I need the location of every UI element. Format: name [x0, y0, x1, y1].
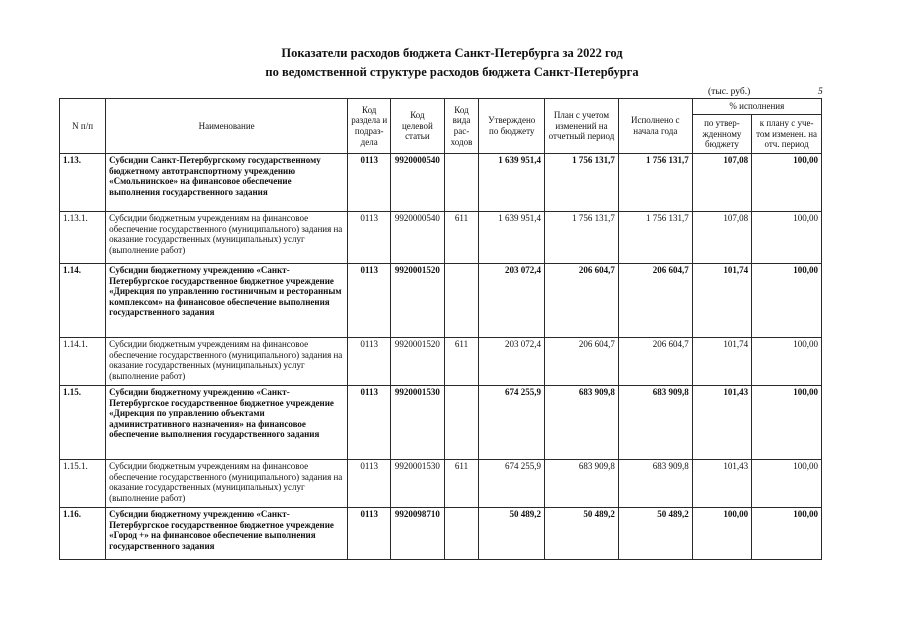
row-article-code: 9920001530: [391, 460, 444, 508]
header-approved: Утверждено по бюджету: [479, 99, 545, 154]
row-name: Субсидии бюджетному учреждению «Санкт-Петербургское государственное бюджетное учреждение «Город +» на финансовое обеспечение выполнения государственного задания: [106, 508, 348, 560]
row-plan: 1 756 131,7: [545, 212, 619, 264]
row-name: Субсидии бюджетным учреждениям на финансовое обеспечение государственного (муниципального) задания на оказание государственных (муниципальных) услуг (выполнение работ): [106, 338, 348, 386]
row-number: 1.15.: [60, 386, 106, 460]
row-type-code: [444, 508, 479, 560]
unit-label: (тыс. руб.): [708, 87, 751, 97]
row-number: 1.15.1.: [60, 460, 106, 508]
header-article: Код целевой статьи: [391, 99, 444, 154]
row-plan: 683 909,8: [545, 386, 619, 460]
row-type-code: [444, 386, 479, 460]
row-executed: 206 604,7: [618, 264, 692, 338]
row-article-code: 9920001520: [391, 264, 444, 338]
header-section: Код раздела и подраз-дела: [348, 99, 391, 154]
row-name: Субсидии бюджетным учреждениям на финансовое обеспечение государственного (муниципального) задания на оказание государственных (муниципальных) услуг (выполнение работ): [106, 460, 348, 508]
table-row: [60, 338, 822, 386]
row-plan: 206 604,7: [545, 338, 619, 386]
row-pct-plan: 100,00: [752, 212, 822, 264]
row-approved: 203 072,4: [479, 338, 545, 386]
row-article-code: 9920000540: [391, 212, 444, 264]
row-section-code: 0113: [348, 264, 391, 338]
row-pct-plan: 100,00: [752, 264, 822, 338]
row-executed: 50 489,2: [618, 508, 692, 560]
page-number: 5: [818, 87, 823, 97]
row-approved: 50 489,2: [479, 508, 545, 560]
row-executed: 683 909,8: [618, 386, 692, 460]
row-number: 1.13.1.: [60, 212, 106, 264]
row-section-code: 0113: [348, 338, 391, 386]
row-pct-approved: 101,43: [692, 386, 751, 460]
row-pct-plan: 100,00: [752, 338, 822, 386]
row-article-code: 9920001520: [391, 338, 444, 386]
header-name: Наименование: [106, 99, 348, 154]
row-name: Субсидии бюджетному учреждению «Санкт-Петербургское государственное бюджетное учреждение «Дирекция по управлению объектами административного назначения» на финансовое обеспечение выполнения государственного задания: [106, 386, 348, 460]
row-section-code: 0113: [348, 386, 391, 460]
row-type-code: 611: [444, 338, 479, 386]
row-pct-plan: 100,00: [752, 508, 822, 560]
header-executed: Исполнено с начала года: [618, 99, 692, 154]
row-pct-plan: 100,00: [752, 460, 822, 508]
row-pct-approved: 107,08: [692, 154, 751, 212]
row-article-code: 9920001530: [391, 386, 444, 460]
budget-table: [59, 98, 822, 560]
row-executed: 206 604,7: [618, 338, 692, 386]
row-executed: 1 756 131,7: [618, 212, 692, 264]
row-number: 1.14.1.: [60, 338, 106, 386]
table-row: [60, 386, 822, 460]
header-plan: План с учетом изменений на отчетный период: [545, 99, 619, 154]
row-number: 1.13.: [60, 154, 106, 212]
row-executed: 1 756 131,7: [618, 154, 692, 212]
document-title: Показатели расходов бюджета Санкт-Петербурга за 2022 год: [281, 46, 623, 60]
row-article-code: 9920098710: [391, 508, 444, 560]
row-executed: 683 909,8: [618, 460, 692, 508]
row-pct-approved: 101,74: [692, 338, 751, 386]
row-approved: 674 255,9: [479, 460, 545, 508]
header-pct-plan: к плану с уче-том изменен. на отч. период: [752, 115, 822, 154]
row-approved: 674 255,9: [479, 386, 545, 460]
row-section-code: 0113: [348, 508, 391, 560]
row-section-code: 0113: [348, 212, 391, 264]
row-pct-plan: 100,00: [752, 154, 822, 212]
row-pct-approved: 100,00: [692, 508, 751, 560]
row-number: 1.14.: [60, 264, 106, 338]
row-section-code: 0113: [348, 460, 391, 508]
row-type-code: [444, 154, 479, 212]
row-type-code: 611: [444, 460, 479, 508]
document-subtitle: по ведомственной структуре расходов бюджета Санкт-Петербурга: [265, 65, 639, 79]
row-pct-approved: 101,74: [692, 264, 751, 338]
row-plan: 206 604,7: [545, 264, 619, 338]
row-name: Субсидии бюджетным учреждениям на финансовое обеспечение государственного (муниципального) задания на оказание государственных (муниципальных) услуг (выполнение работ): [106, 212, 348, 264]
row-type-code: [444, 264, 479, 338]
row-pct-approved: 107,08: [692, 212, 751, 264]
row-pct-plan: 100,00: [752, 386, 822, 460]
row-plan: 1 756 131,7: [545, 154, 619, 212]
header-percent-group: % исполнения: [692, 99, 821, 115]
row-name: Субсидии бюджетному учреждению «Санкт-Петербургское государственное бюджетное учреждение «Дирекция по управлению гостиничным и ресторанным комплексом» на финансовое обеспечение выполнения государственного задания: [106, 264, 348, 338]
row-approved: 1 639 951,4: [479, 154, 545, 212]
row-article-code: 9920000540: [391, 154, 444, 212]
row-approved: 1 639 951,4: [479, 212, 545, 264]
table-row: [60, 212, 822, 264]
table-body: [60, 154, 822, 560]
header-num: N п/п: [60, 99, 106, 154]
table-row: [60, 264, 822, 338]
row-approved: 203 072,4: [479, 264, 545, 338]
row-type-code: 611: [444, 212, 479, 264]
row-name: Субсидии Санкт-Петербургскому государственному бюджетному автотранспортному учреждению «Смольнинское» на финансовое обеспечение выполнения государственного задания: [106, 154, 348, 212]
row-number: 1.16.: [60, 508, 106, 560]
table-row: [60, 154, 822, 212]
table-row: [60, 460, 822, 508]
row-pct-approved: 101,43: [692, 460, 751, 508]
row-plan: 50 489,2: [545, 508, 619, 560]
row-plan: 683 909,8: [545, 460, 619, 508]
table-row: [60, 508, 822, 560]
row-section-code: 0113: [348, 154, 391, 212]
header-pct-approved: по утвер-жденному бюджету: [692, 115, 751, 154]
header-type: Код вида рас-ходов: [444, 99, 479, 154]
